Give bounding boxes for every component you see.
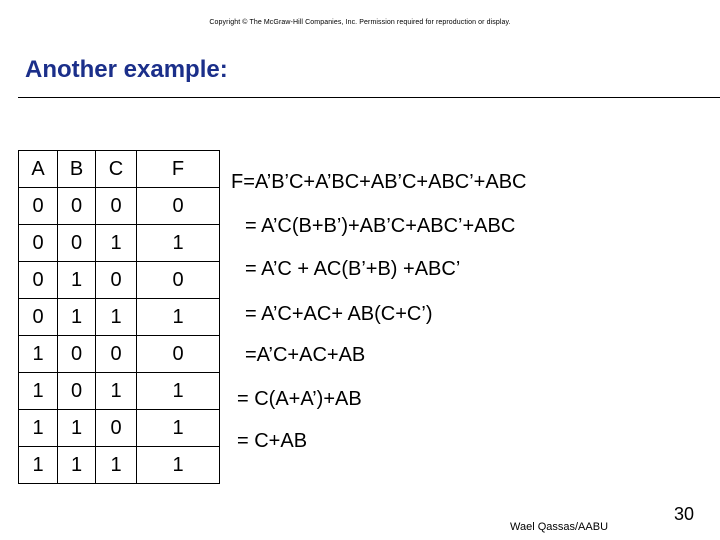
derivation-step-3: = A’C + AC(B’+B) +ABC’: [245, 258, 461, 280]
table-cell: 0: [96, 410, 137, 447]
table-cell: 1: [96, 373, 137, 410]
derivation-step-2: = A’C(B+B’)+AB’C+ABC’+ABC: [245, 215, 516, 237]
table-cell: 0: [58, 225, 96, 262]
author-credit: Wael Qassas/AABU: [510, 521, 609, 533]
header-cell-b: B: [58, 151, 96, 188]
table-row: [19, 373, 220, 410]
table-row: [19, 225, 220, 262]
table-row: [19, 262, 220, 299]
header-cell-a: A: [19, 151, 58, 188]
slide-title: Another example:: [25, 56, 228, 83]
table-cell: 1: [137, 299, 220, 336]
table-cell: 0: [96, 188, 137, 225]
table-cell: 0: [19, 188, 58, 225]
table-cell: 0: [58, 373, 96, 410]
table-cell: 1: [58, 262, 96, 299]
page-number: 30: [674, 504, 695, 524]
header-cell-f: F: [137, 151, 220, 188]
truth-table: [18, 150, 220, 484]
table-cell: 0: [137, 188, 220, 225]
copyright-notice: Copyright © The McGraw-Hill Companies, Inc. Permission required for reproduction or display.: [209, 19, 511, 26]
table-cell: 1: [137, 410, 220, 447]
table-cell: 1: [96, 225, 137, 262]
table-row: [19, 410, 220, 447]
table-row: [19, 336, 220, 373]
table-cell: 0: [137, 336, 220, 373]
derivation-step-7: = C+AB: [237, 430, 308, 452]
table-row: [19, 299, 220, 336]
table-cell: 0: [58, 188, 96, 225]
table-cell: 0: [96, 262, 137, 299]
table-cell: 1: [137, 225, 220, 262]
table-row: [19, 188, 220, 225]
table-cell: 0: [19, 262, 58, 299]
table-cell: 0: [96, 336, 137, 373]
table-cell: 1: [19, 447, 58, 484]
table-cell: 1: [19, 373, 58, 410]
table-cell: 0: [19, 299, 58, 336]
title-divider: [18, 97, 720, 98]
derivation-step-5: =A’C+AC+AB: [245, 344, 366, 366]
derivation-step-4: = A’C+AC+ AB(C+C’): [245, 303, 433, 325]
table-cell: 1: [137, 447, 220, 484]
table-cell: 1: [19, 336, 58, 373]
table-cell: 0: [137, 262, 220, 299]
derivation-step-1: F=A’B’C+A’BC+AB’C+ABC’+ABC: [231, 171, 527, 193]
header-cell-c: C: [96, 151, 137, 188]
table-cell: 0: [58, 336, 96, 373]
table-cell: 1: [96, 447, 137, 484]
table-row: [19, 447, 220, 484]
table-cell: 1: [58, 410, 96, 447]
table-header-row: [19, 151, 220, 188]
table-cell: 1: [137, 373, 220, 410]
table-cell: 1: [19, 410, 58, 447]
table-cell: 1: [58, 299, 96, 336]
table-cell: 1: [96, 299, 137, 336]
table-cell: 0: [19, 225, 58, 262]
derivation-step-6: = C(A+A’)+AB: [237, 388, 362, 410]
table-cell: 1: [58, 447, 96, 484]
